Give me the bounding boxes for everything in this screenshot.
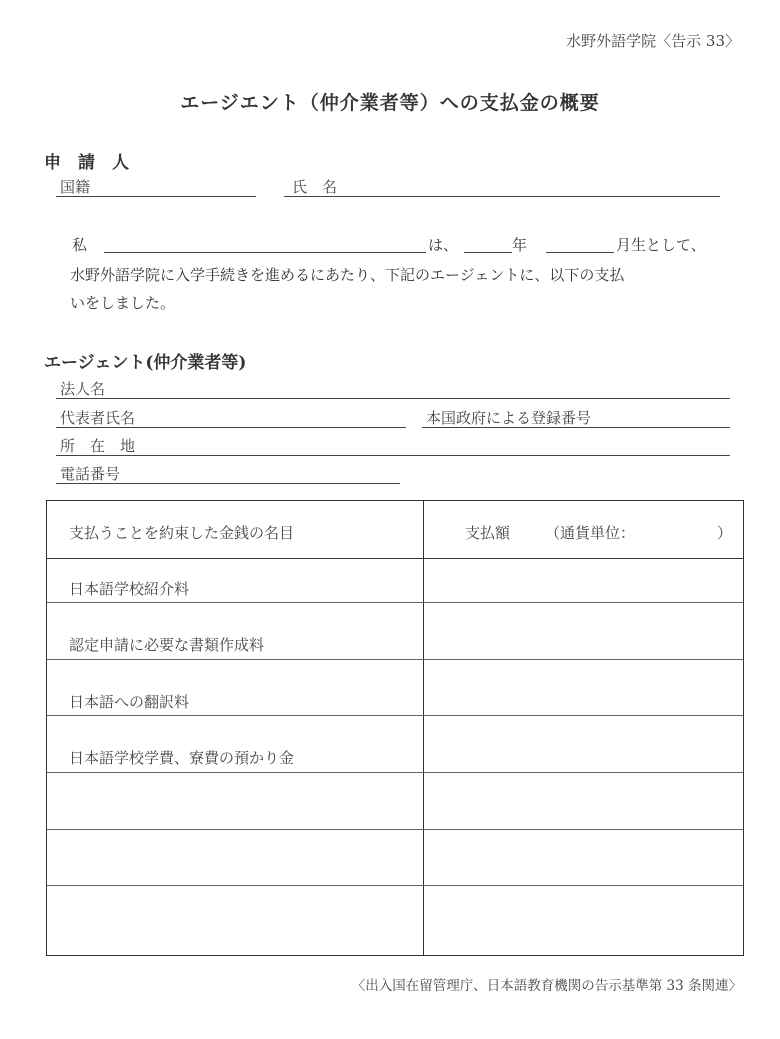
statement-year: 年 [512,236,528,254]
amount-cell-document-fee[interactable] [425,603,743,658]
phone-label: 電話番号 [60,465,121,483]
table-row-separator [47,772,743,773]
birth-year-field[interactable] [464,252,512,253]
address-label: 所 在 地 [60,437,136,455]
name-label: 氏 名 [292,178,338,196]
name-field[interactable] [284,196,720,197]
statement-ha: は、 [428,236,459,254]
table-row-label: 認定申請に必要な書類作成料 [69,636,265,654]
table-header-purpose: 支払うことを約束した金銭の名目 [69,524,295,542]
corp-name-label: 法人名 [60,380,106,398]
table-row-separator [47,829,743,830]
phone-field[interactable] [56,483,400,484]
table-row-label: 日本語への翻訳料 [69,693,190,711]
nationality-field[interactable] [56,196,256,197]
reg-number-field[interactable] [422,427,730,428]
birth-month-field[interactable] [546,252,614,253]
amount-cell-introduction-fee[interactable] [425,559,743,601]
table-header-amount: 支払額 [465,524,511,542]
corp-name-field[interactable] [56,398,730,399]
statement-name-field[interactable] [104,252,426,253]
rep-name-label: 代表者氏名 [60,409,136,427]
amount-cell-deposit[interactable] [425,716,743,771]
statement-prefix: 私 [72,236,88,254]
table-row-label: 日本語学校学費、寮費の預かり金 [69,749,295,767]
statement-month-birth: 月生として、 [616,236,706,254]
table-row-label: 日本語学校紹介料 [69,580,190,598]
document-title: エージエント（仲介業者等）への支払金の概要 [180,92,600,114]
statement-line-3: いをしました。 [70,294,176,312]
table-header-currency-close: ） [717,524,733,542]
reg-number-label: 本国政府による登録番号 [426,409,592,427]
footer-note: 〈出入国在留管理庁、日本語教育機関の告示基準第 33 条関連〉 [351,978,742,994]
document-reference: 水野外語学院〈告示 33〉 [566,32,740,50]
agent-section-heading: エージェント(仲介業者等) [44,353,247,373]
table-row-separator [47,885,743,886]
applicant-section-heading: 申 請 人 [44,153,129,173]
table-header-currency: （通貨単位： [545,524,636,542]
nationality-label: 国籍 [60,178,91,196]
address-field[interactable] [56,455,730,456]
payment-table [46,500,744,956]
rep-name-field[interactable] [56,427,406,428]
table-column-divider [423,501,424,955]
statement-line-2: 水野外語学院に入学手続きを進めるにあたり、下記のエージェントに、以下の支払 [70,266,625,284]
amount-cell-translation-fee[interactable] [425,660,743,714]
